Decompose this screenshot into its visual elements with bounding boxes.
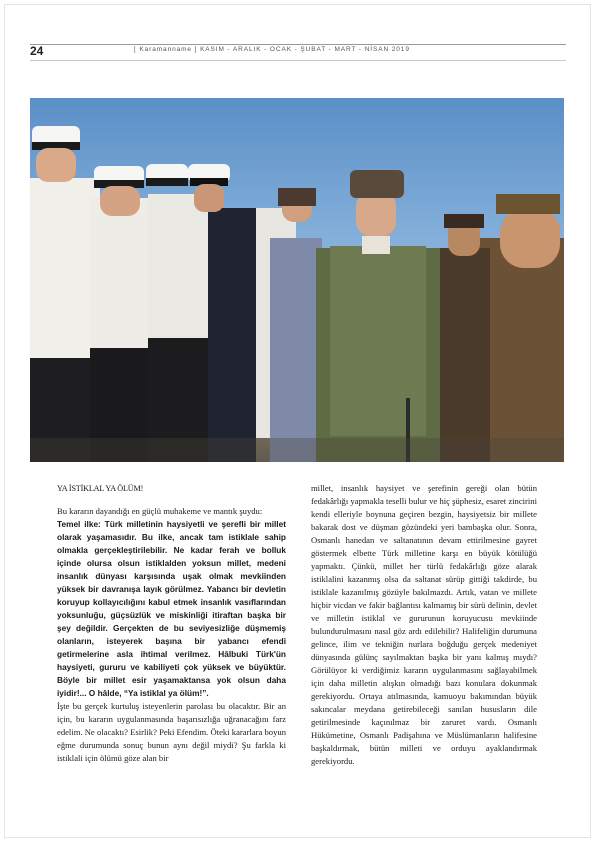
paragraph: İşte bu gerçek kurtuluş isteyenlerin parolası bu olacaktır. Bir an için, bu kararın uygulanmasında başarısızlığa uğranacağını farz edelim. Ne olacaktı? Esirlik? Peki Efendim. Öteki kararlara boyun eğme durumunda sonuç bunun aynı değil miydi? Şu farkla ki istiklali için ölümü göze alan bir bbox=[57, 701, 286, 763]
page-number: 24 bbox=[30, 44, 44, 58]
running-head: [ Karamanname ] KASIM - ARALIK - OCAK - ŞUBAT - MART - NİSAN 2019 bbox=[134, 46, 410, 53]
page-header bbox=[30, 44, 566, 59]
historical-photo bbox=[30, 98, 564, 462]
article-column-left bbox=[57, 482, 286, 765]
article-heading: YA İSTİKLAL YA ÖLÜM! bbox=[57, 484, 144, 493]
header-rule bbox=[30, 60, 566, 61]
article-column-right bbox=[311, 482, 537, 768]
bold-paragraph: Temel ilke: Türk milletinin haysiyetli ve şerefli bir millet olarak yaşamasıdır. Bu ilke, ancak tam istiklale sahip olmakla gerçekleştirilebilir. Ne kadar ferah ve bolluk içinde olursa olsun istiklalden yoksun millet, medeni insanlık dünyası karşısında uşak olmak mevkiinden yüksek bir davranışa layık görülmez. Yabancı bir devletin koruyup kollayıcılığını kabul etmek insanlık vasıflarından yoksunluğu, güçsüzlük ve miskinliği itiraftan başka bir şey değildir. Gerçekten de bu seviyesizliğe düşmemiş olanların, isteyerek başına bir yabancı efendi getirmelerine asla ihtimal verilmez. Hâlbuki Türk'ün haysiyeti, gururu ve kabiliyeti çok yüksek ve büyüktür. Böyle bir millet esir yaşamaktansa yok olsun daha iyidir!... O hâlde, “Ya istiklal ya ölüm!”. bbox=[57, 519, 286, 698]
paragraph: millet, insanlık haysiyet ve şerefinin gereği olan bütün fedakârlığı yapmakla teselli bulur ve hiç şüphesiz, esaret zincirini kendi elleriyle boynuna geçiren bezgin, haysiyetsiz bir millete bakarak dost ve düşman gözündeki yeri bambaşka olur. Sonra, Osmanlı hanedan ve saltanatının devam ettirilmesine gayret göstermek elbette Türk milletine karşı en büyük kötülüğü yapmaktı. Çünkü, millet her türlü fedakârlığı göze alarak istiklalini kazanmış olsa da saltanat sürüp gittiği takdirde, bu istiklale kazanılmış gözüyle bakılmazdı. Artık, vatan ve millete hiçbir vicdan ve fakir bağlantısı kalmamış bir sürü delinin, devlet ve milletin istiklal ve gururunun koruyucusu mevkiinde bulundurulmasını nasıl göz ardı edilebilir? Halifeliğin durumuna gelince, ilim ve tekniğin nurlara boğduğu gerçek medeniyet dünyasında gülünç sayılmaktan başka bir yanı kalmış mıydı? Görülüyor ki verdiğimiz kararın uygulanmasını sağlayabilmek için daha milletin alışkın olmadığı bazı konulara dokunmak gerekiyordu. Ortaya atılmasında, kamuoyu bakımından büyük sakıncalar meydana getirebileceği sanılan hususların dile getirilmesinde kaçınılmaz bir zaruret vardı. Osmanlı Hükümetine, Osmanlı Padişahına ve Müslümanların halifesine başkaldırmak, bütün milleti ve orduyu ayaklandırmak gerekiyordu. bbox=[311, 483, 537, 766]
paragraph: Bu kararın dayandığı en güçlü muhakeme ve mantık şuydu: bbox=[57, 506, 263, 516]
